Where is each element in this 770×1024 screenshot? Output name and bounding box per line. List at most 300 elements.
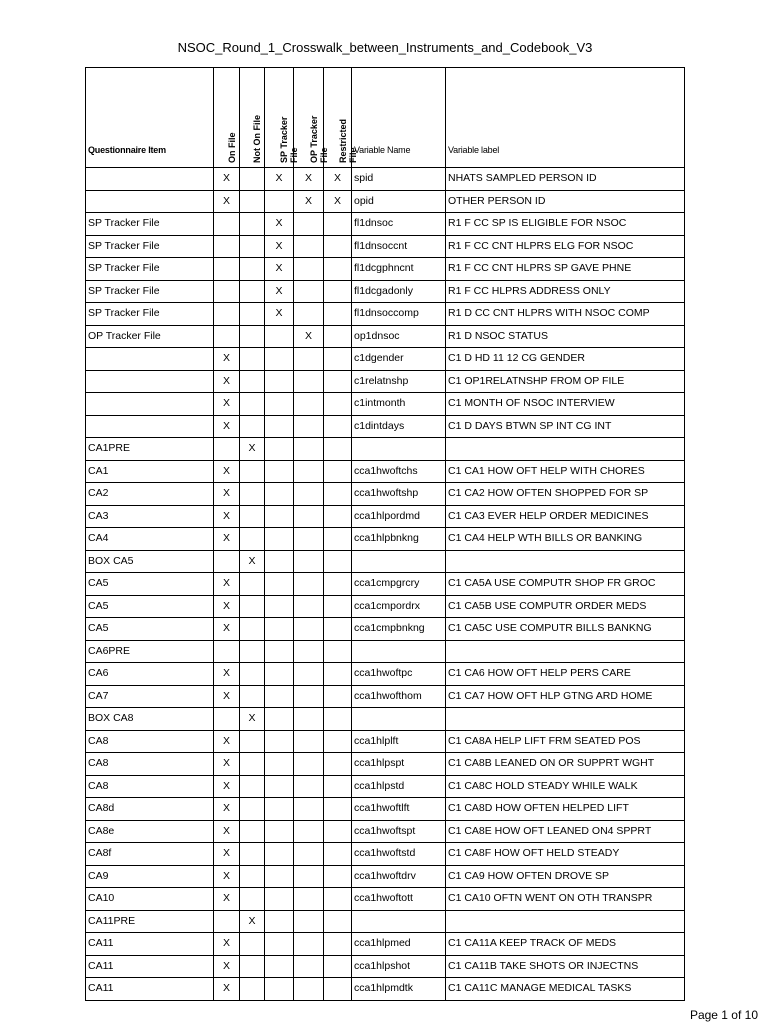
cell-variable-label: C1 CA5B USE COMPUTR ORDER MEDS — [446, 595, 685, 618]
cell-restricted-file — [324, 370, 352, 393]
cell-variable-name: cca1hwoftspt — [352, 820, 446, 843]
table-row — [86, 415, 685, 438]
cell-restricted-file — [324, 348, 352, 371]
cell-variable-name: cca1hwoftpc — [352, 663, 446, 686]
cell-op-tracker-file — [294, 280, 324, 303]
cell-op-tracker-file — [294, 483, 324, 506]
cell-op-tracker-file — [294, 370, 324, 393]
cell-on-file: X — [214, 775, 240, 798]
header-on-file: On File — [214, 68, 240, 168]
cell-not-on-file — [240, 168, 265, 191]
cell-op-tracker-file — [294, 528, 324, 551]
cell-variable-name: cca1hlpshot — [352, 955, 446, 978]
cell-variable-name — [352, 550, 446, 573]
cell-restricted-file — [324, 438, 352, 461]
table-row — [86, 888, 685, 911]
cell-restricted-file — [324, 280, 352, 303]
cell-on-file — [214, 235, 240, 258]
cell-questionnaire-item: CA2 — [86, 483, 214, 506]
cell-questionnaire-item: OP Tracker File — [86, 325, 214, 348]
table-row — [86, 280, 685, 303]
cell-variable-label: R1 D NSOC STATUS — [446, 325, 685, 348]
cell-op-tracker-file — [294, 730, 324, 753]
cell-op-tracker-file — [294, 460, 324, 483]
cell-not-on-file — [240, 348, 265, 371]
table-row — [86, 460, 685, 483]
cell-sp-tracker-file — [265, 730, 294, 753]
cell-questionnaire-item: CA6 — [86, 663, 214, 686]
cell-on-file: X — [214, 978, 240, 1001]
cell-not-on-file — [240, 865, 265, 888]
cell-not-on-file — [240, 820, 265, 843]
cell-variable-name — [352, 640, 446, 663]
cell-sp-tracker-file: X — [265, 168, 294, 191]
cell-sp-tracker-file — [265, 865, 294, 888]
cell-op-tracker-file — [294, 955, 324, 978]
cell-not-on-file — [240, 888, 265, 911]
cell-questionnaire-item: CA8e — [86, 820, 214, 843]
cell-sp-tracker-file: X — [265, 213, 294, 236]
table-row — [86, 685, 685, 708]
cell-op-tracker-file — [294, 640, 324, 663]
cell-variable-name: c1intmonth — [352, 393, 446, 416]
table-row — [86, 618, 685, 641]
cell-questionnaire-item: SP Tracker File — [86, 235, 214, 258]
header-variable-label: Variable label — [446, 68, 685, 168]
table-row — [86, 190, 685, 213]
cell-sp-tracker-file — [265, 955, 294, 978]
cell-on-file: X — [214, 865, 240, 888]
table-row — [86, 865, 685, 888]
cell-on-file: X — [214, 415, 240, 438]
cell-on-file: X — [214, 843, 240, 866]
cell-variable-name: spid — [352, 168, 446, 191]
cell-questionnaire-item — [86, 168, 214, 191]
cell-variable-name: fl1dcgphncnt — [352, 258, 446, 281]
cell-variable-label: OTHER PERSON ID — [446, 190, 685, 213]
table-row — [86, 348, 685, 371]
cell-not-on-file: X — [240, 550, 265, 573]
cell-on-file: X — [214, 820, 240, 843]
cell-on-file: X — [214, 393, 240, 416]
cell-not-on-file — [240, 685, 265, 708]
cell-op-tracker-file — [294, 798, 324, 821]
cell-variable-name: cca1hwoftstd — [352, 843, 446, 866]
cell-on-file: X — [214, 955, 240, 978]
cell-op-tracker-file — [294, 213, 324, 236]
document-title: NSOC_Round_1_Crosswalk_between_Instruments_and_Codebook_V3 — [177, 40, 593, 55]
cell-variable-name: cca1cmpgrcry — [352, 573, 446, 596]
cell-variable-label: C1 OP1RELATNSHP FROM OP FILE — [446, 370, 685, 393]
cell-variable-label: C1 CA10 OFTN WENT ON OTH TRANSPR — [446, 888, 685, 911]
cell-variable-label: R1 F CC CNT HLPRS ELG FOR NSOC — [446, 235, 685, 258]
cell-variable-name: fl1dcgadonly — [352, 280, 446, 303]
cell-questionnaire-item: CA8 — [86, 730, 214, 753]
table-row — [86, 933, 685, 956]
cell-op-tracker-file — [294, 235, 324, 258]
cell-sp-tracker-file — [265, 415, 294, 438]
header-sp-tracker-file: SP Tracker File — [265, 68, 294, 168]
cell-not-on-file: X — [240, 708, 265, 731]
cell-not-on-file — [240, 730, 265, 753]
cell-variable-label: C1 CA2 HOW OFTEN SHOPPED FOR SP — [446, 483, 685, 506]
cell-variable-label — [446, 550, 685, 573]
cell-on-file: X — [214, 933, 240, 956]
cell-variable-label: C1 D DAYS BTWN SP INT CG INT — [446, 415, 685, 438]
cell-restricted-file — [324, 955, 352, 978]
cell-sp-tracker-file — [265, 460, 294, 483]
cell-not-on-file — [240, 775, 265, 798]
cell-questionnaire-item: CA11 — [86, 955, 214, 978]
cell-sp-tracker-file — [265, 640, 294, 663]
cell-on-file — [214, 550, 240, 573]
cell-variable-name: fl1dnsoc — [352, 213, 446, 236]
cell-restricted-file — [324, 820, 352, 843]
cell-sp-tracker-file — [265, 775, 294, 798]
cell-questionnaire-item — [86, 370, 214, 393]
cell-variable-name: c1relatnshp — [352, 370, 446, 393]
cell-not-on-file — [240, 213, 265, 236]
cell-variable-name: fl1dnsoccomp — [352, 303, 446, 326]
cell-sp-tracker-file — [265, 978, 294, 1001]
cell-restricted-file — [324, 910, 352, 933]
cell-variable-label — [446, 708, 685, 731]
cell-variable-name: c1dintdays — [352, 415, 446, 438]
cell-restricted-file — [324, 640, 352, 663]
cell-restricted-file — [324, 753, 352, 776]
cell-variable-label: NHATS SAMPLED PERSON ID — [446, 168, 685, 191]
cell-sp-tracker-file — [265, 910, 294, 933]
cell-sp-tracker-file — [265, 393, 294, 416]
cell-not-on-file — [240, 258, 265, 281]
cell-on-file: X — [214, 168, 240, 191]
cell-questionnaire-item: CA8 — [86, 753, 214, 776]
table-row — [86, 955, 685, 978]
cell-variable-label: C1 CA4 HELP WTH BILLS OR BANKING — [446, 528, 685, 551]
cell-on-file: X — [214, 483, 240, 506]
cell-not-on-file — [240, 933, 265, 956]
cell-not-on-file — [240, 978, 265, 1001]
cell-variable-label: C1 D HD 11 12 CG GENDER — [446, 348, 685, 371]
table-row — [86, 528, 685, 551]
cell-on-file: X — [214, 730, 240, 753]
table-row — [86, 573, 685, 596]
cell-not-on-file — [240, 955, 265, 978]
cell-not-on-file: X — [240, 438, 265, 461]
cell-questionnaire-item — [86, 393, 214, 416]
cell-questionnaire-item — [86, 415, 214, 438]
cell-variable-label: C1 CA5A USE COMPUTR SHOP FR GROC — [446, 573, 685, 596]
cell-questionnaire-item: CA1PRE — [86, 438, 214, 461]
cell-op-tracker-file — [294, 910, 324, 933]
cell-on-file: X — [214, 370, 240, 393]
cell-on-file: X — [214, 618, 240, 641]
cell-variable-label: R1 F CC HLPRS ADDRESS ONLY — [446, 280, 685, 303]
cell-variable-name: cca1hwoftshp — [352, 483, 446, 506]
cell-not-on-file — [240, 595, 265, 618]
cell-sp-tracker-file: X — [265, 280, 294, 303]
cell-variable-name: cca1hlpspt — [352, 753, 446, 776]
cell-sp-tracker-file — [265, 438, 294, 461]
cell-restricted-file — [324, 258, 352, 281]
cell-sp-tracker-file — [265, 843, 294, 866]
cell-op-tracker-file — [294, 438, 324, 461]
cell-not-on-file — [240, 528, 265, 551]
cell-variable-name: cca1hlpordmd — [352, 505, 446, 528]
cell-not-on-file — [240, 753, 265, 776]
cell-variable-name: cca1hlpmed — [352, 933, 446, 956]
cell-restricted-file — [324, 483, 352, 506]
cell-restricted-file — [324, 978, 352, 1001]
cell-variable-label — [446, 640, 685, 663]
cell-op-tracker-file — [294, 303, 324, 326]
cell-questionnaire-item — [86, 190, 214, 213]
cell-variable-label — [446, 910, 685, 933]
table-row — [86, 303, 685, 326]
cell-on-file — [214, 708, 240, 731]
cell-on-file: X — [214, 888, 240, 911]
table-row — [86, 370, 685, 393]
cell-sp-tracker-file — [265, 888, 294, 911]
cell-restricted-file — [324, 303, 352, 326]
cell-restricted-file — [324, 550, 352, 573]
cell-questionnaire-item: CA1 — [86, 460, 214, 483]
cell-restricted-file — [324, 888, 352, 911]
cell-variable-label: C1 CA11B TAKE SHOTS OR INJECTNS — [446, 955, 685, 978]
cell-sp-tracker-file: X — [265, 303, 294, 326]
cell-variable-name: c1dgender — [352, 348, 446, 371]
cell-restricted-file: X — [324, 190, 352, 213]
table-row — [86, 258, 685, 281]
cell-op-tracker-file — [294, 978, 324, 1001]
cell-variable-name: cca1cmpbnkng — [352, 618, 446, 641]
table-row — [86, 775, 685, 798]
cell-questionnaire-item: CA11 — [86, 978, 214, 1001]
cell-on-file: X — [214, 460, 240, 483]
cell-not-on-file — [240, 640, 265, 663]
cell-variable-label: C1 CA9 HOW OFTEN DROVE SP — [446, 865, 685, 888]
header-questionnaire-item: Questionnaire Item — [86, 68, 214, 168]
cell-variable-name: cca1hwoftlft — [352, 798, 446, 821]
cell-variable-name — [352, 438, 446, 461]
cell-restricted-file — [324, 708, 352, 731]
cell-variable-name: op1dnsoc — [352, 325, 446, 348]
cell-restricted-file — [324, 415, 352, 438]
cell-variable-name: cca1hwoftchs — [352, 460, 446, 483]
cell-op-tracker-file — [294, 775, 324, 798]
cell-not-on-file — [240, 505, 265, 528]
cell-variable-label: C1 CA8B LEANED ON OR SUPPRT WGHT — [446, 753, 685, 776]
cell-op-tracker-file — [294, 573, 324, 596]
cell-not-on-file — [240, 460, 265, 483]
cell-questionnaire-item: CA10 — [86, 888, 214, 911]
cell-on-file: X — [214, 190, 240, 213]
cell-on-file — [214, 280, 240, 303]
cell-sp-tracker-file — [265, 933, 294, 956]
cell-on-file: X — [214, 798, 240, 821]
cell-not-on-file — [240, 393, 265, 416]
cell-on-file — [214, 438, 240, 461]
cell-op-tracker-file — [294, 753, 324, 776]
table-row — [86, 235, 685, 258]
cell-variable-name: opid — [352, 190, 446, 213]
cell-questionnaire-item: CA5 — [86, 618, 214, 641]
cell-on-file — [214, 325, 240, 348]
cell-variable-name: fl1dnsoccnt — [352, 235, 446, 258]
cell-op-tracker-file — [294, 258, 324, 281]
table-row — [86, 663, 685, 686]
cell-questionnaire-item: CA7 — [86, 685, 214, 708]
cell-on-file: X — [214, 753, 240, 776]
cell-variable-label: C1 CA8D HOW OFTEN HELPED LIFT — [446, 798, 685, 821]
cell-op-tracker-file — [294, 348, 324, 371]
cell-sp-tracker-file — [265, 505, 294, 528]
cell-variable-name: cca1hwoftdrv — [352, 865, 446, 888]
cell-not-on-file — [240, 483, 265, 506]
cell-restricted-file — [324, 933, 352, 956]
cell-not-on-file — [240, 843, 265, 866]
cell-on-file: X — [214, 505, 240, 528]
cell-sp-tracker-file — [265, 528, 294, 551]
cell-questionnaire-item: CA8 — [86, 775, 214, 798]
cell-on-file — [214, 303, 240, 326]
cell-restricted-file — [324, 528, 352, 551]
cell-op-tracker-file — [294, 865, 324, 888]
cell-not-on-file — [240, 798, 265, 821]
cell-questionnaire-item: CA5 — [86, 595, 214, 618]
cell-restricted-file — [324, 775, 352, 798]
cell-on-file: X — [214, 685, 240, 708]
cell-not-on-file: X — [240, 910, 265, 933]
table-row — [86, 708, 685, 731]
cell-sp-tracker-file — [265, 325, 294, 348]
cell-variable-name — [352, 910, 446, 933]
table-row — [86, 325, 685, 348]
cell-variable-label: C1 CA3 EVER HELP ORDER MEDICINES — [446, 505, 685, 528]
cell-variable-label: C1 CA8C HOLD STEADY WHILE WALK — [446, 775, 685, 798]
cell-op-tracker-file: X — [294, 168, 324, 191]
cell-sp-tracker-file — [265, 573, 294, 596]
cell-on-file — [214, 258, 240, 281]
cell-variable-label: C1 CA11A KEEP TRACK OF MEDS — [446, 933, 685, 956]
cell-not-on-file — [240, 415, 265, 438]
cell-variable-label: R1 F CC CNT HLPRS SP GAVE PHNE — [446, 258, 685, 281]
cell-sp-tracker-file — [265, 798, 294, 821]
cell-questionnaire-item: SP Tracker File — [86, 258, 214, 281]
cell-variable-name: cca1hlpmdtk — [352, 978, 446, 1001]
cell-variable-label: R1 F CC SP IS ELIGIBLE FOR NSOC — [446, 213, 685, 236]
cell-restricted-file — [324, 573, 352, 596]
table-row — [86, 393, 685, 416]
cell-restricted-file — [324, 663, 352, 686]
cell-not-on-file — [240, 190, 265, 213]
header-restricted-file: Restricted File — [324, 68, 352, 168]
cell-sp-tracker-file — [265, 663, 294, 686]
table-row — [86, 213, 685, 236]
cell-variable-label: R1 D CC CNT HLPRS WITH NSOC COMP — [446, 303, 685, 326]
table-row — [86, 168, 685, 191]
cell-variable-name: cca1hlpstd — [352, 775, 446, 798]
cell-not-on-file — [240, 235, 265, 258]
cell-op-tracker-file — [294, 843, 324, 866]
cell-questionnaire-item: CA11PRE — [86, 910, 214, 933]
cell-questionnaire-item: CA8f — [86, 843, 214, 866]
cell-op-tracker-file — [294, 820, 324, 843]
cell-questionnaire-item: BOX CA5 — [86, 550, 214, 573]
cell-restricted-file — [324, 460, 352, 483]
cell-variable-name: cca1hwofthom — [352, 685, 446, 708]
cell-on-file: X — [214, 528, 240, 551]
cell-restricted-file: X — [324, 168, 352, 191]
cell-sp-tracker-file — [265, 708, 294, 731]
cell-op-tracker-file — [294, 415, 324, 438]
cell-sp-tracker-file — [265, 753, 294, 776]
crosswalk-table — [85, 67, 684, 995]
table-row — [86, 550, 685, 573]
header-not-on-file: Not On File — [240, 68, 265, 168]
table-row — [86, 910, 685, 933]
cell-variable-label: C1 CA11C MANAGE MEDICAL TASKS — [446, 978, 685, 1001]
cell-op-tracker-file — [294, 550, 324, 573]
cell-op-tracker-file — [294, 393, 324, 416]
cell-variable-label: C1 MONTH OF NSOC INTERVIEW — [446, 393, 685, 416]
cell-variable-label: C1 CA6 HOW OFT HELP PERS CARE — [446, 663, 685, 686]
cell-not-on-file — [240, 280, 265, 303]
cell-on-file — [214, 213, 240, 236]
cell-restricted-file — [324, 865, 352, 888]
cell-restricted-file — [324, 213, 352, 236]
cell-questionnaire-item: CA9 — [86, 865, 214, 888]
cell-sp-tracker-file — [265, 820, 294, 843]
cell-sp-tracker-file — [265, 370, 294, 393]
cell-variable-label — [446, 438, 685, 461]
cell-questionnaire-item: SP Tracker File — [86, 213, 214, 236]
cell-questionnaire-item: CA5 — [86, 573, 214, 596]
cell-op-tracker-file — [294, 708, 324, 731]
cell-sp-tracker-file — [265, 348, 294, 371]
cell-questionnaire-item: BOX CA8 — [86, 708, 214, 731]
cell-not-on-file — [240, 325, 265, 348]
page-number: Page 1 of 10 — [689, 1008, 758, 1022]
cell-restricted-file — [324, 325, 352, 348]
cell-not-on-file — [240, 370, 265, 393]
header-op-tracker-file: OP Tracker File — [294, 68, 324, 168]
cell-not-on-file — [240, 573, 265, 596]
table-row — [86, 640, 685, 663]
header-row — [86, 68, 685, 168]
cell-sp-tracker-file: X — [265, 235, 294, 258]
cell-not-on-file — [240, 618, 265, 641]
cell-variable-label: C1 CA1 HOW OFT HELP WITH CHORES — [446, 460, 685, 483]
cell-questionnaire-item: CA3 — [86, 505, 214, 528]
cell-variable-label: C1 CA8A HELP LIFT FRM SEATED POS — [446, 730, 685, 753]
cell-on-file: X — [214, 595, 240, 618]
table-row — [86, 438, 685, 461]
table-row — [86, 798, 685, 821]
cell-variable-label: C1 CA7 HOW OFT HLP GTNG ARD HOME — [446, 685, 685, 708]
cell-restricted-file — [324, 730, 352, 753]
cell-restricted-file — [324, 843, 352, 866]
cell-variable-name: cca1hlpbnkng — [352, 528, 446, 551]
cell-sp-tracker-file — [265, 595, 294, 618]
cell-variable-name: cca1hwoftott — [352, 888, 446, 911]
cell-on-file: X — [214, 663, 240, 686]
cell-op-tracker-file — [294, 505, 324, 528]
cell-sp-tracker-file — [265, 550, 294, 573]
cell-questionnaire-item: SP Tracker File — [86, 303, 214, 326]
cell-sp-tracker-file — [265, 618, 294, 641]
cell-questionnaire-item: CA11 — [86, 933, 214, 956]
